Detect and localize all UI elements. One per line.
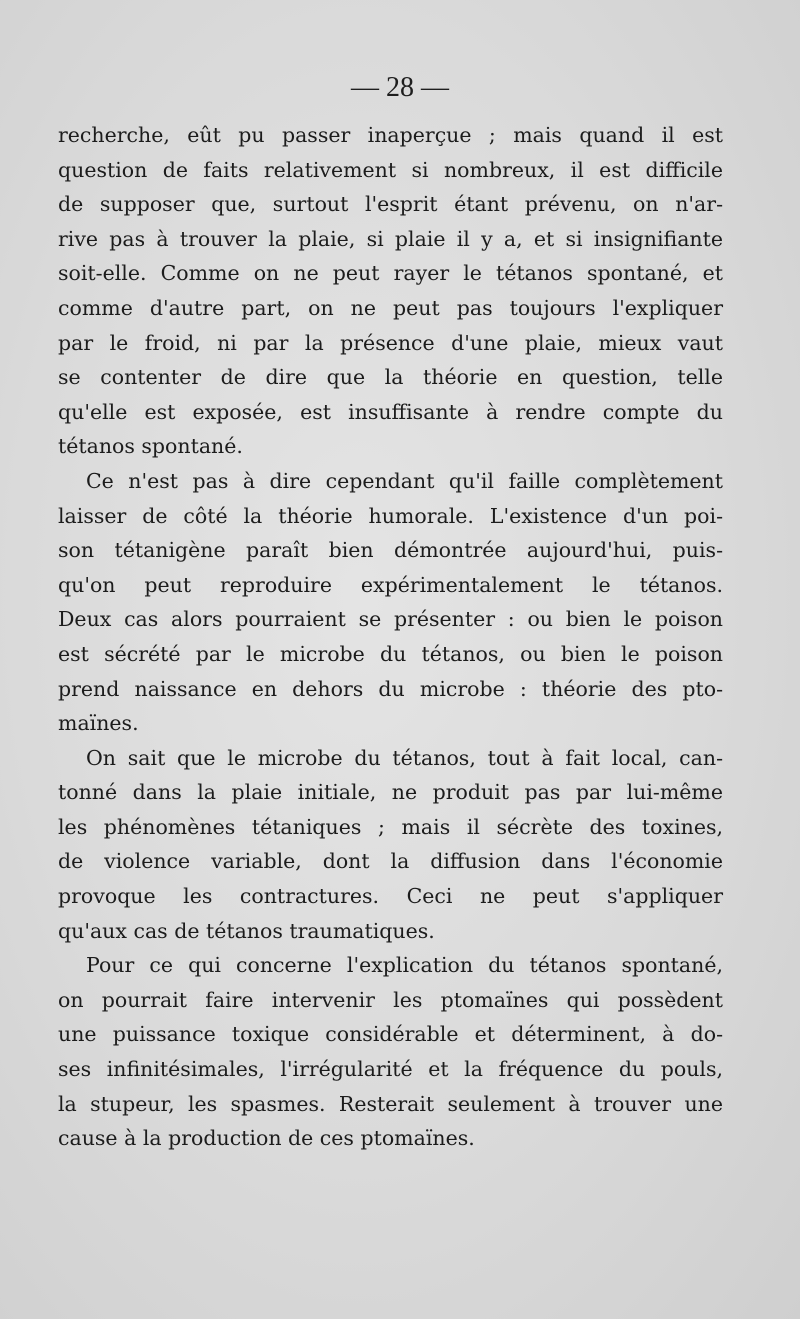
text-line: se contenter de dire que la théorie en question, telle [58, 365, 723, 390]
text-line: la stupeur, les spasmes. Resterait seulement à trouver une [58, 1091, 723, 1116]
paragraph [58, 741, 723, 949]
text-line: Deux cas alors pourraient se présenter : ou bien le poison [58, 607, 723, 632]
text-line: laisser de côté la théorie humorale. L'existence d'un poi- [58, 503, 723, 528]
text-line: de violence variable, dont la diffusion dans l'économie [58, 849, 723, 874]
text-line: est sécrété par le microbe du tétanos, ou bien le poison [58, 641, 723, 666]
text-line: ses infinitésimales, l'irrégularité et la fréquence du pouls, [58, 1057, 723, 1082]
page-number: — 28 — [351, 72, 449, 103]
page-body [58, 118, 723, 1156]
text-line: cause à la production de ces ptomaïnes. [58, 1126, 475, 1151]
text-line: par le froid, ni par la présence d'une plaie, mieux vaut [58, 330, 723, 355]
text-line: qu'on peut reproduire expérimentalement le tétanos. [58, 572, 723, 597]
text-line: tonné dans la plaie initiale, ne produit pas par lui-même [58, 780, 723, 805]
text-line: tétanos spontané. [58, 434, 243, 459]
text-line: une puissance toxique considérable et déterminent, à do- [58, 1022, 723, 1047]
text-line: Pour ce qui concerne l'explication du tétanos spontané, [86, 953, 723, 978]
paragraph [58, 464, 723, 741]
paragraph [58, 118, 723, 464]
text-line: prend naissance en dehors du microbe : théorie des pto- [58, 676, 723, 701]
text-line: question de faits relativement si nombreux, il est difficile [58, 157, 723, 182]
text-line: soit-elle. Comme on ne peut rayer le tétanos spontané, et [58, 261, 723, 286]
text-line: qu'aux cas de tétanos traumatiques. [58, 918, 435, 943]
text-line: maïnes. [58, 711, 139, 736]
paragraph [58, 948, 723, 1156]
text-line: comme d'autre part, on ne peut pas toujours l'expliquer [58, 295, 723, 320]
text-line: son tétanigène paraît bien démontrée aujourd'hui, puis- [58, 538, 723, 563]
text-line: Ce n'est pas à dire cependant qu'il faille complètement [86, 468, 723, 493]
text-line: les phénomènes tétaniques ; mais il sécrète des toxines, [58, 814, 723, 839]
text-line: On sait que le microbe du tétanos, tout à fait local, can- [86, 745, 723, 770]
text-line: provoque les contractures. Ceci ne peut s'appliquer [58, 884, 723, 909]
text-line: on pourrait faire intervenir les ptomaïnes qui possèdent [58, 987, 723, 1012]
text-line: qu'elle est exposée, est insuffisante à rendre compte du [58, 399, 723, 424]
text-line: recherche, eût pu passer inaperçue ; mais quand il est [58, 123, 723, 147]
text-line: de supposer que, surtout l'esprit étant prévenu, on n'ar- [58, 192, 723, 217]
text-line: rive pas à trouver la plaie, si plaie il y a, et si insignifiante [58, 226, 723, 251]
